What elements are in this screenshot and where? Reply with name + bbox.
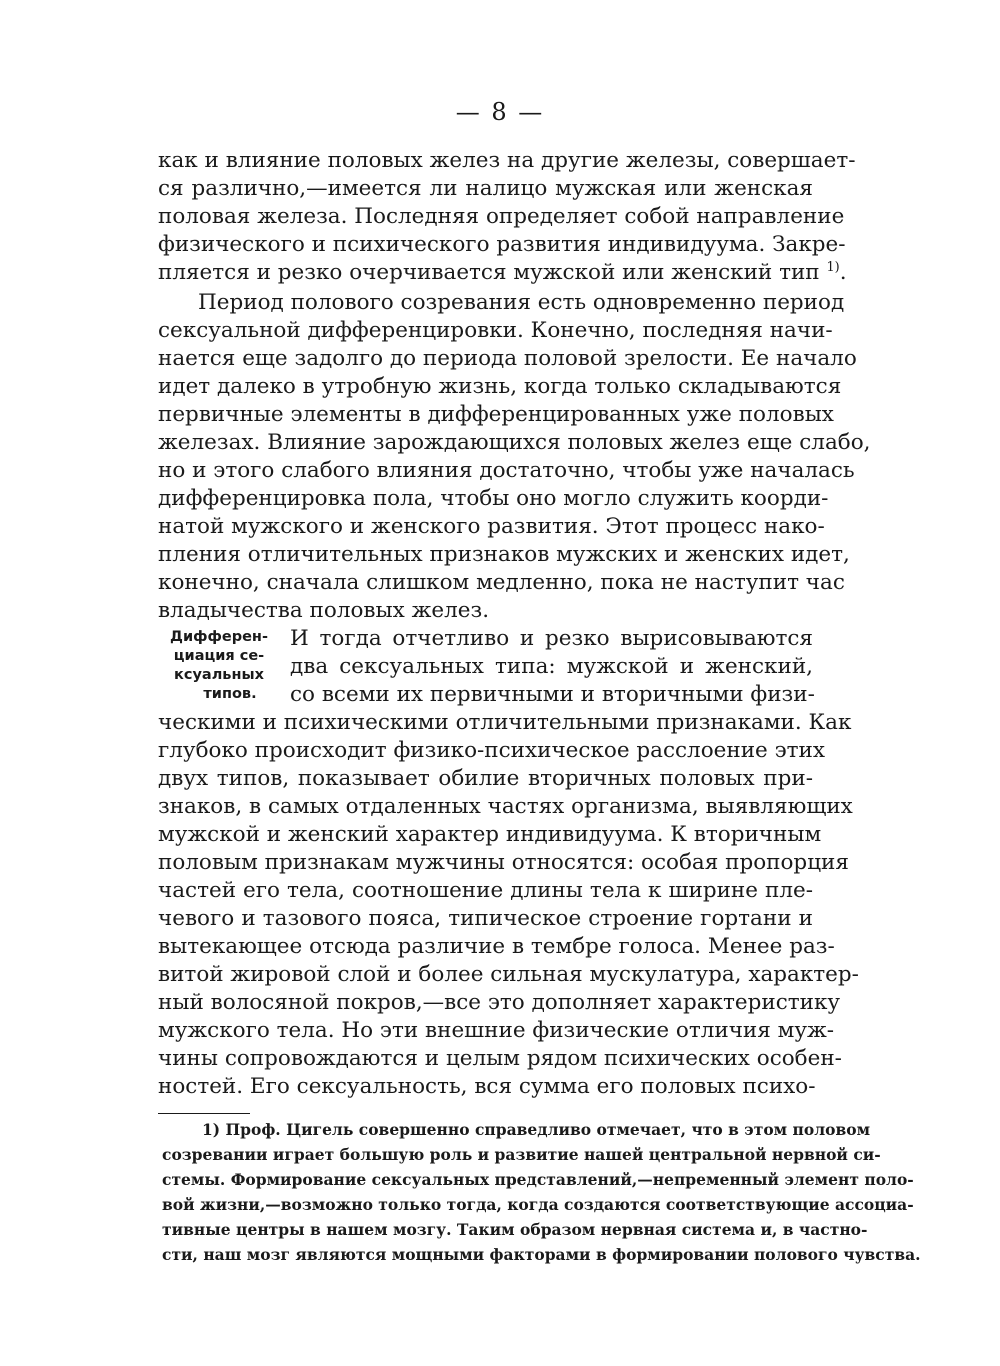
text-line: владычества половых желез.	[158, 598, 490, 623]
text-line: физического и психического развития индивидуума. Закре-	[158, 232, 846, 257]
footnote-line: 1) Проф. Цигель совершенно справедливо отмечает, что в этом половом	[202, 1120, 871, 1139]
text-line: железах. Влияние зарождающихся половых желез еще слабо,	[158, 430, 871, 455]
text-line: со всеми их первичными и вторичными физи-	[290, 682, 815, 707]
footnote-line: стемы. Формирование сексуальных представлений,—непременный элемент поло-	[162, 1170, 914, 1189]
text-line: глубоко происходит физико-психическое расслоение этих	[158, 738, 825, 763]
text-line: пления отличительных признаков мужских и женских идет,	[158, 542, 850, 567]
footnote-line: созревании играет большую роль и развитие нашей центральной нервной си-	[162, 1145, 881, 1164]
text-line-with-footnote: пляется и резко очерчивается мужской или женский тип $^{1)}$.	[158, 259, 847, 285]
text-line: половым признакам мужчины относятся: особая пропорция	[158, 850, 849, 875]
text-line: И тогда отчетливо и резко вырисовываются	[290, 626, 813, 651]
text-line: идет далеко в утробную жизнь, когда только складываются	[158, 374, 842, 399]
text-line: витой жировой слой и более сильная мускулатура, характер-	[158, 962, 859, 987]
text-line: половая железа. Последняя определяет собой направление	[158, 204, 845, 229]
margin-note-line: циация се-	[173, 648, 265, 664]
margin-note-line: типов.	[203, 686, 257, 702]
margin-note-line: ксуальных	[174, 667, 264, 683]
footnote-line: сти, наш мозг являются мощными факторами в формировании полового чувства.	[162, 1245, 921, 1264]
footnote-line: тивные центры в нашем мозгу. Таким образом нервная система и, в частно-	[162, 1220, 868, 1239]
page-number: — 8 —	[455, 98, 545, 126]
text-line: конечно, сначала слишком медленно, пока не наступит час	[158, 570, 845, 595]
margin-note-line: Дифферен-	[170, 629, 268, 645]
text-line: мужского тела. Но эти внешние физические отличия муж-	[158, 1018, 835, 1043]
text-line: первичные элементы в дифференцированных уже половых	[158, 402, 834, 427]
text-line: ся различно,—имеется ли налицо мужская или женская	[158, 176, 813, 201]
text-line: ческими и психическими отличительными признаками. Как	[158, 710, 852, 735]
text-line: чины сопровождаются и целым рядом психических особен-	[158, 1046, 842, 1071]
text-line: мужской и женский характер индивидуума. К вторичным	[158, 822, 822, 847]
footnote-reference: 1)	[826, 259, 840, 275]
text-line: ностей. Его сексуальность, вся сумма его половых психо-	[158, 1074, 816, 1099]
footnote-separator	[158, 1113, 250, 1114]
text-line: знаков, в самых отдаленных частях организма, выявляющих	[158, 794, 853, 819]
text-line: Период полового созревания есть одновременно период	[198, 290, 845, 315]
text-line: два сексуальных типа: мужской и женский,	[290, 654, 813, 679]
text-line: как и влияние половых желез на другие железы, совершает-	[158, 148, 856, 173]
text-line: чевого и тазового пояса, типическое строение гортани и	[158, 906, 813, 931]
text-line: дифференцировка пола, чтобы оно могло служить коорди-	[158, 486, 829, 511]
footnote-line: вой жизни,—возможно только тогда, когда создаются соответствующие ассоциа-	[162, 1195, 914, 1214]
text-line: частей его тела, соотношение длины тела к ширине пле-	[158, 878, 813, 903]
text-line: вытекающее отсюда различие в тембре голоса. Менее раз-	[158, 934, 835, 959]
text-line: сексуальной дифференцировки. Конечно, последняя начи-	[158, 318, 833, 343]
text-line: нается еще задолго до периода половой зрелости. Ее начало	[158, 346, 857, 371]
text-line: ный волосяной покров,—все это дополняет характеристику	[158, 990, 841, 1015]
text-line: натой мужского и женского развития. Этот процесс нако-	[158, 514, 825, 539]
text-line: двух типов, показывает обилие вторичных половых при-	[158, 766, 813, 791]
text-line: но и этого слабого влияния достаточно, чтобы уже началась	[158, 458, 855, 483]
text-line: пляется и резко очерчивается мужской или женский тип	[158, 260, 820, 285]
